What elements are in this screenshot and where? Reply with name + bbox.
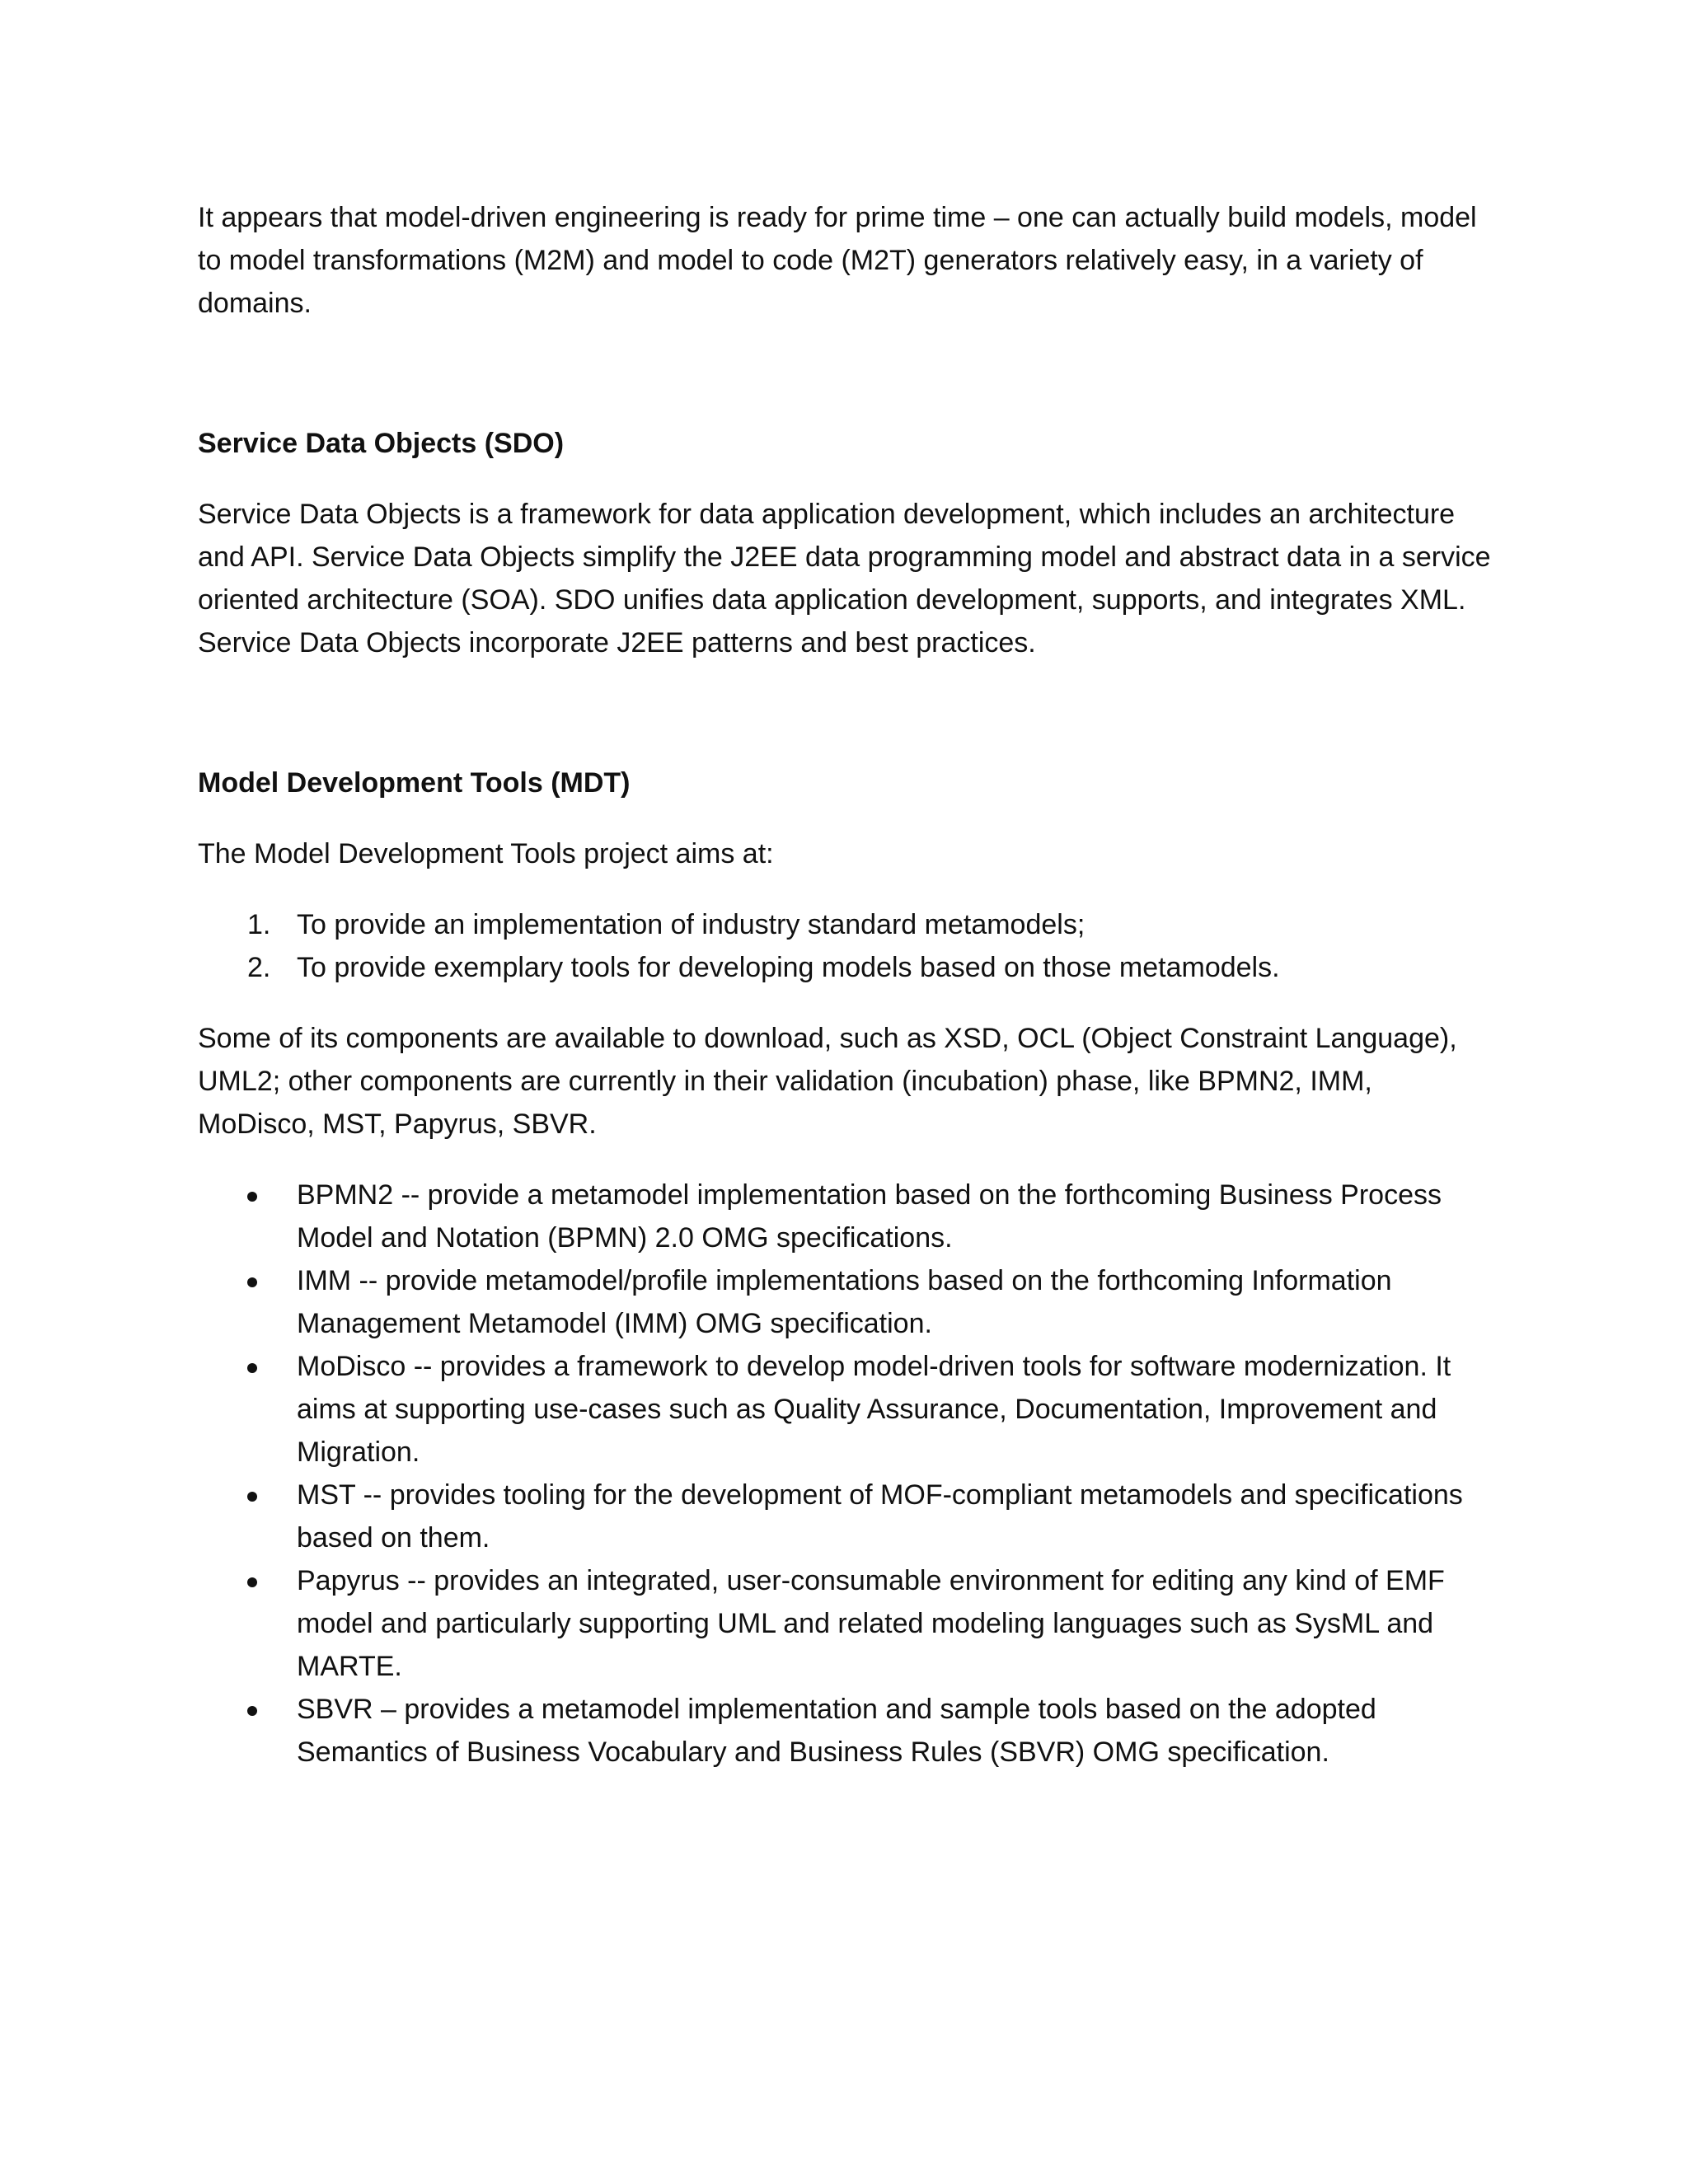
list-item-text: SBVR – provides a metamodel implementation and sample tools based on the adopted Semantics of Business Vocabulary and Business Rules (SBVR) OMG specification. xyxy=(297,1694,1376,1768)
projects-list-item xyxy=(198,1559,1492,1688)
list-number: 2. xyxy=(247,952,271,983)
projects-list-item xyxy=(198,1259,1492,1345)
projects-list xyxy=(198,1174,1492,1774)
bullet-icon xyxy=(247,1277,257,1287)
sdo-paragraph: Service Data Objects is a framework for data application development, which includes an architecture and API. Service Data Objects simplify the J2EE data programming model and abstract data in a service oriented architecture (SOA). SDO unifies data application development, supports, and integrates XML. Service Data Objects incorporate J2EE patterns and best practices. xyxy=(198,499,1491,658)
aims-list-item xyxy=(198,946,1492,989)
bullet-icon xyxy=(247,1492,257,1502)
list-item-text: MoDisco -- provides a framework to develop model-driven tools for software modernization. It aims at supporting use-cases such as Quality Assurance, Documentation, Improvement and Migration. xyxy=(297,1351,1451,1468)
list-number: 1. xyxy=(247,909,271,940)
list-item-text: To provide exemplary tools for developing models based on those metamodels. xyxy=(297,952,1280,983)
bullet-icon xyxy=(247,1577,257,1587)
projects-list-item xyxy=(198,1688,1492,1774)
projects-list-item xyxy=(198,1474,1492,1559)
document-body xyxy=(198,196,1492,1774)
aims-list-item xyxy=(198,903,1492,946)
aims-list xyxy=(198,903,1492,989)
list-item-text: Papyrus -- provides an integrated, user-consumable environment for editing any kind of EMF model and particularly supporting UML and related modeling languages such as SysML and MARTE. xyxy=(297,1565,1445,1682)
intro-paragraph: It appears that model-driven engineering is ready for prime time – one can actually build models, model to model transformations (M2M) and model to code (M2T) generators relatively easy, in a variety of domains. xyxy=(198,202,1477,319)
list-item-text: MST -- provides tooling for the development of MOF-compliant metamodels and specifications based on them. xyxy=(297,1479,1463,1554)
components-paragraph: Some of its components are available to download, such as XSD, OCL (Object Constraint Language), UML2; other components are currently in their validation (incubation) phase, like BPMN2, IMM, MoDisco, MST, Papyrus, SBVR. xyxy=(198,1023,1457,1140)
list-item-text: To provide an implementation of industry standard metamodels; xyxy=(297,909,1085,940)
mdt-heading: Model Development Tools (MDT) xyxy=(198,767,631,799)
sdo-section xyxy=(198,422,1492,664)
list-item-text: IMM -- provide metamodel/profile implementations based on the forthcoming Information Management Metamodel (IMM) OMG specification. xyxy=(297,1265,1392,1339)
bullet-icon xyxy=(247,1363,257,1373)
bullet-icon xyxy=(247,1192,257,1202)
projects-list-item xyxy=(198,1345,1492,1474)
list-item-text: BPMN2 -- provide a metamodel implementation based on the forthcoming Business Process Model and Notation (BPMN) 2.0 OMG specifications. xyxy=(297,1179,1442,1254)
mdt-intro-paragraph: The Model Development Tools project aims at: xyxy=(198,838,774,869)
mdt-section xyxy=(198,762,1492,1774)
bullet-icon xyxy=(247,1706,257,1716)
sdo-heading: Service Data Objects (SDO) xyxy=(198,428,565,459)
projects-list-item xyxy=(198,1174,1492,1259)
